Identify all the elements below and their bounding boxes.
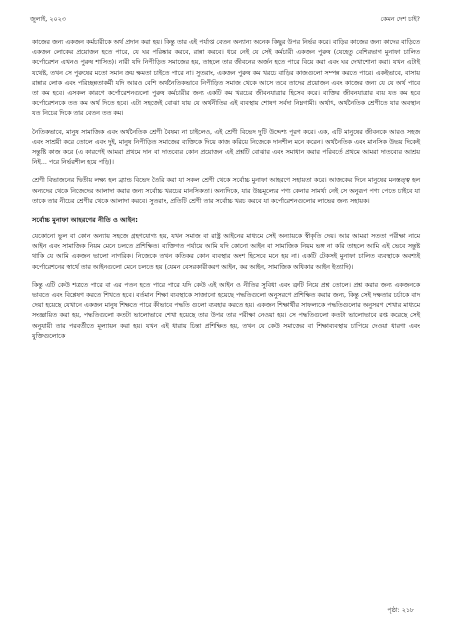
page-content <box>32 38 420 350</box>
paragraph-3: শ্রেণী বিভাজনের দ্বিতীয় লক্ষ্য হল ব্র্যান্ড বিভেদ তৈরি করা যা সকল শ্রেণী থেকে সর্বোচ্চ মুনাফা আহরণে সহায়তা করে। আজকের দিনে মানুষের মনস্তত্ত্ব হল অন্যদের থেকে নিজেদের আলাদা করার জন্য সর্বোচ্চ খরচের মানসিকতা। অন্যদিকে, যার উচ্চমূল্যের পণ্য কেনার সামর্থ্য নেই সে অনুরূপ পণ্য পেতে চাইবে যা তাকে তার নীচের শ্রেণীর থেকে আলাদা করবে। সুতরাং, প্রতিটি শ্রেণী তার সর্বোচ্চ খরচ করবে যা কর্পোরেশনগুলোর লাভের জন্য সহায়ক। <box>32 177 420 205</box>
section-heading: সর্বোচ্চ মুনাফা আহরণের নীতি ও আইন: <box>32 216 138 225</box>
paragraph-4: যেকোনো ভুল বা কোন অন্যায় সহজে গ্রহণযোগ্য হয়, যখন সমাজ বা রাষ্ট্র আইনের মাধ্যমে সেই অন্যায়কে স্বীকৃতি দেয়। আর আমরা সততা পরীক্ষা নামে আইন এবং সামাজিক নিয়ম মেনে চলতে প্রশিক্ষিত। ব্যক্তিগত পর্যায়ে আমি যদি কোনো আইন বা সামাজিক নিয়ম ভঙ্গ না করি তাহলে আমি এই ভেবে সন্তুষ্ট থাকি যে আমি একজন ভালো নাগরিক। নিজেকে তখন কতিকর কোন ব্যবস্থার অংশ হিসেবে মনে হয় না। একটি টেকসই মুনাফা চালিত ব্যবস্থাকে অবশ্যই কর্পোরেশনের স্বার্থে তার আইনগুলো মেনে চলতে হয় (যেমন বেসরকারীকরণ আইন, কর আইন, সামাজিক অধিকার আইন ইত্যাদি)। <box>32 233 420 271</box>
header-title: কেমন দেশ চাই? <box>380 16 420 23</box>
paragraph-5: কিন্তু এটি কেউ শত্রতে পারে বা এর পতন হতে পারে পারে যদি কেউ এই আইন ও নীতির সুবিধা এবং ত্রুটি নিয়ে প্রশ্ন তোলে। প্রশ্ন করার জন্য একজনকে ভাবতে এবং বিশ্লেষণ করতে শিখতে হবে। বর্তমান শিক্ষা ব্যবস্থাকে সাজানো হয়েছে পদ্ধতিগুলো অনুসরণে প্রশিক্ষিত করার জন্য, কিন্তু সেই দক্ষতার চর্চাকে বাদ দেয়া হয়েছে যেখানে একজন মানুষ শিক্ষতে পারে কীভাবে পদ্ধতি গুলো ব্যবহার করতে হয়। একজন শিক্ষার্থীর সাফল্যকে পদ্ধতিগুলোর অনুসরণ শেখার মাধ্যমে সংজ্ঞায়িত করা হয়, পদ্ধতিগুলো কতটা ভালোভাবে শেখা হয়েছে তার উপর তার পরীক্ষা নেওয়া হয়। সে পদ্ধতিগুলো কতটা ভালোভাবে রপ্ত করেছে সেই অনুযায়ী তার পরবর্তীতে মূল্যায়ন করা হয়। যখন এই ধারায় চিন্তা প্রশিক্ষিত হয়, তখন যে কেউ সমাজের বা শিক্ষাব্যবস্থায় চাপিয়ে দেওয়া ধারণা এবং যুক্তিগুলোকে <box>32 281 420 340</box>
page-number: পৃষ্ঠা: ২১৮ <box>387 607 414 614</box>
page-header <box>30 14 420 25</box>
paragraph-2: নৈতিকভাবে, মানুষ সামাজিক এবং অর্থনৈতিক শ্রেণী বৈষম্য না চাইলেও, এই শ্রেণী বিভেদ দুটি উদ্দেশ্য পূরণ করে। এক, এটি মানুষের জীবনকে আরও সহজ এবং সাশ্রয়ী করে তোলে এবং দুই, মানুষ নিপীড়িত সমাজের ব্যক্তিকে দিয়ে কাজ করিয়ে নিজেকে দানশীল মনে করেন। অর্থনৈতিক এবং মানসিক উভয় দিকেই সন্তুষ্টি কাজ করে (এ কারণেই আমরা প্রথমে দান বা দাতব্যের কোন প্রয়োজন এই প্রশ্নটি বোঝার এবং সমাধান করার পরিবর্তে প্রথমে আমরা দাতব্যের আশ্রয় নিই... পরে নির্ভরশীল হয়ে পড়ি)। <box>32 128 420 167</box>
paragraph-1: কাজের জন্য একজন কর্মচারীকে অর্থ প্রদান করা হয়। কিন্তু তার এই পর্যাপ্ত বেতন অন্যান্য অনেক কিছুর উপর নির্ভর করে। বাড়ির কাজের জন্য কাদের বাড়িতে একজন লোকের প্রয়োজন হতে পারে, যে ঘর পরিষ্কার করবে, রান্না করবে। ধরে নেই যে সেই কর্মচারী একজন পুরুষ (যেহেতু বেশিরভাগ মুনাফা চালিত কর্পোরেশন এখনও পুরুষ শাসিত)। নারী যদি নিপীড়িত সমাজের হয়, তাহলে তার জীবনের অর্জন হতে পারে বিয়ে করা এবং ঘর দেখাশোনা করা। যখন এটাই যথেষ্ট, তখন সে পুরুষের মতো সমান ক্রয় ক্ষমতা চাইতে পারে না। সুতরাং, একজন পুরুষ কম খরচে বাড়ির কাজগুলো সম্পন্ন করতে পারে। একইভাবে, বাসায় রান্নার লোক এবং পরিচ্ছন্নতাকর্মী যদি আরও বেশি অর্থনৈতিকভাবে নিপীড়িত সমাজ থেকে আসে তবে তাদের প্রয়োজন এবং কাজের জন্য যে যে অর্থ পাবে তা কম হবে। এসকল কারণে কর্পোরেশনগুলো পুরুষ কর্মচারীর জন্য একটি কম খরচের জীবনযাত্রার হিসেব করে। ব্যক্তির জীবনযাত্রার ব্যয় যত কম হবে কর্পোরেশনকে তত কম অর্থ দিতে হবে। এটা সহজেই বোঝা যায় যে অর্থনীতির এই ব্যবস্থায় শোষণ সর্বদা নিম্নগামী। অর্থাৎ, অর্থনৈতিক শ্রেণীতে যার অবস্থান যত নিচের দিকে তার বেতন তত কম। <box>32 39 420 118</box>
header-date: জুলাই, ২০২৩ <box>30 16 66 23</box>
